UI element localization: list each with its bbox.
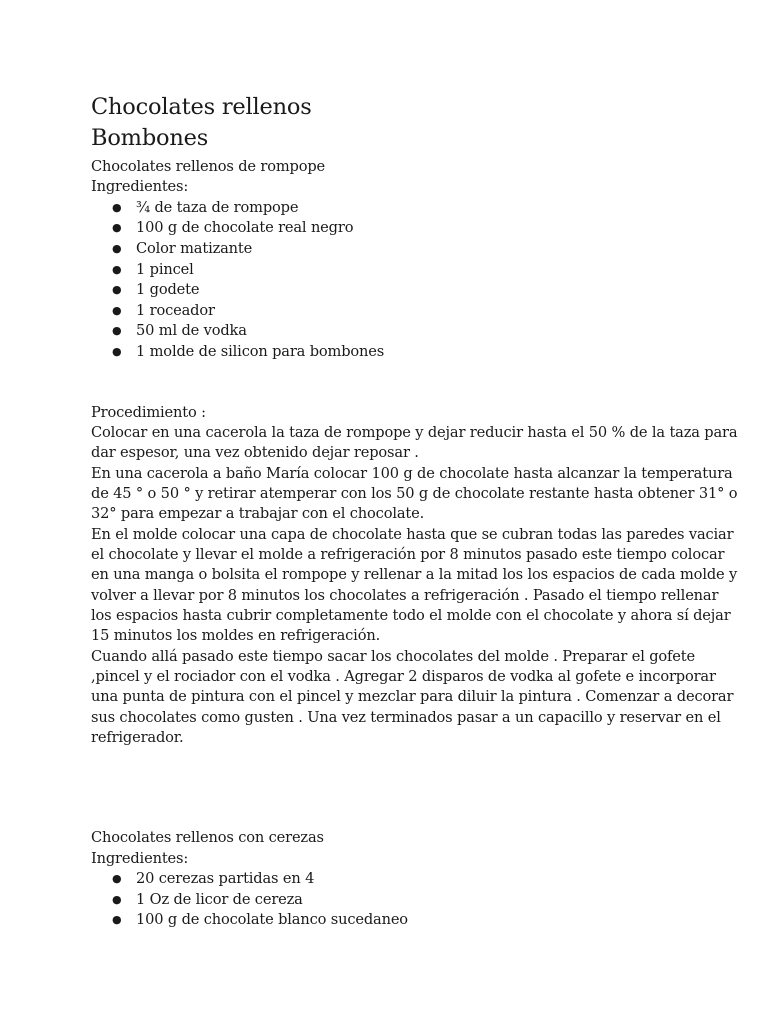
bullet-icon: ● [112,872,122,886]
document-content [91,92,738,931]
recipe-2-name: Chocolates rellenos con cerezas [91,829,324,847]
procedure-label: Procedimiento : [91,403,206,421]
list-item: ● ¾ de taza de rompope [91,198,691,219]
bullet-icon: ● [112,242,122,255]
list-item: ● 1 molde de silicon para bombones [91,342,691,363]
procedure-line: En una cacerola a baño María colocar 100 g de chocolate hasta alcanzar la temperatura [91,464,733,482]
procedure-line: 32° para empezar a trabajar con el chocolate. [91,505,425,523]
bullet-icon: ● [112,892,122,906]
procedure-line: volver a llevar por 8 minutos los chocolates a refrigeración . Pasado el tiempo rellenar [91,586,719,604]
bullet-icon: ● [112,913,122,927]
list-item: ● 20 cerezas partidas en 4 [91,869,691,890]
recipe-1-name: Chocolates rellenos de rompope [91,158,326,175]
list-item: ● Color matizante [91,239,691,260]
recipe-2-ingredients-label: Ingredientes: [91,849,189,867]
procedure-line: En el molde colocar una capa de chocolate hasta que se cubran todas las paredes vaciar [91,525,734,543]
list-item: ● 1 Oz de licor de cereza [91,890,691,911]
bullet-icon: ● [112,283,122,297]
procedure-line: Cuando allá pasado este tiempo sacar los chocolates del molde . Preparar el gofete [91,647,695,665]
document-title: Chocolates rellenos [91,94,312,120]
procedure-line: de 45 ° o 50 ° y retirar atemperar con los 50 g de chocolate restante hasta obtener 31° o [91,485,738,502]
list-item: ● 1 godete [91,280,691,301]
procedure-line: en una manga o bolsita el rompope y rellenar a la mitad los los espacios de cada molde y [91,566,738,584]
list-item: ● 100 g de chocolate real negro [91,218,691,239]
list-item: ● 1 roceador [91,301,691,322]
list-item: ● 100 g de chocolate blanco sucedaneo [91,910,691,931]
bullet-icon: ● [112,262,122,276]
recipe-2-ingredient-list [91,869,691,931]
procedure-line: refrigerador. [91,729,184,747]
bullet-icon: ● [112,324,122,338]
procedure-line: 15 minutos los moldes en refrigeración. [91,627,381,645]
procedure-line: dar espesor, una vez obtenido dejar reposar . [91,444,419,462]
recipe-1-ingredients-label: Ingredientes: [91,178,189,196]
procedure-line: una punta de pintura con el pincel y mezclar para diluir la pintura . Comenzar a decorar [91,688,734,706]
procedure-text [91,423,738,749]
procedure-line: el chocolate y llevar el molde a refrigeración por 8 minutos pasado este tiempo colocar [91,546,725,564]
procedure-line: ,pincel y el rociador con el vodka . Agregar 2 disparos de vodka al gofete e incorporar [91,668,716,686]
procedure-line: los espacios hasta cubrir completamente todo el molde con el chocolate y ahora sí dejar [91,607,731,625]
bullet-icon: ● [112,344,122,358]
procedure-line: sus chocolates como gusten . Una vez terminados pasar a un capacillo y reservar en el [91,708,721,726]
bullet-icon: ● [112,221,122,235]
list-item: ● 1 pincel [91,260,691,281]
procedure-line: Colocar en una cacerola la taza de rompope y dejar reducir hasta el 50 % de la taza para [91,423,738,441]
bullet-icon: ● [112,200,122,214]
list-item: ● 50 ml de vodka [91,321,691,342]
document-subtitle: Bombones [91,125,209,151]
recipe-1-ingredient-list [91,198,691,363]
bullet-icon: ● [112,303,122,317]
